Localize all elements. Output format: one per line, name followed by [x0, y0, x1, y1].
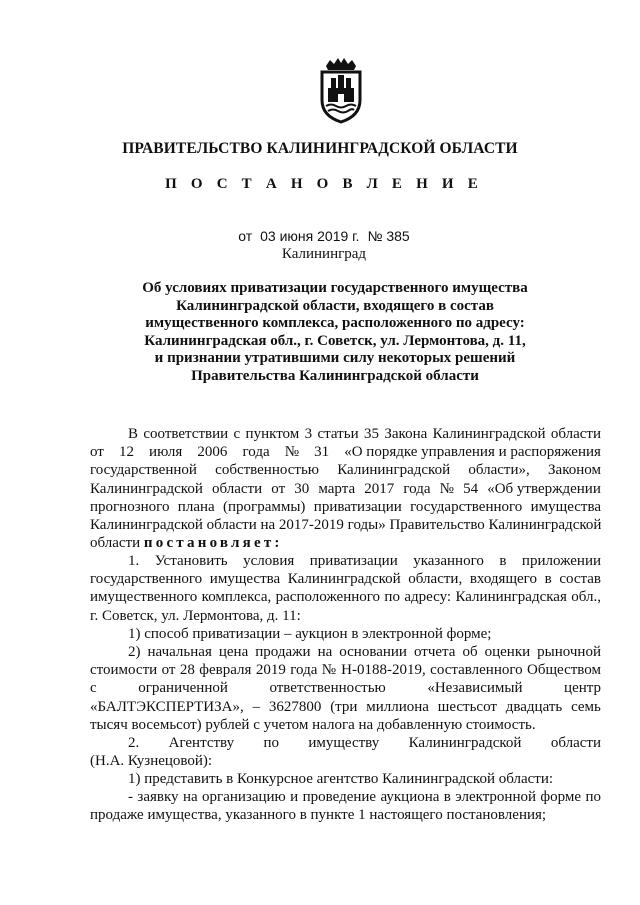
- word: №: [284, 444, 300, 461]
- word: Законом: [548, 462, 601, 479]
- word: условия: [243, 553, 295, 569]
- title-line: Калининградская обл., г. Советск, ул. Лермонтова, д. 11,: [144, 332, 526, 349]
- word: шестьсот: [437, 698, 497, 715]
- text-line: [90, 661, 601, 679]
- word: от: [271, 480, 286, 497]
- date-prefix: от: [238, 228, 253, 244]
- word: имуществу: [308, 735, 380, 751]
- word: миллиона: [366, 698, 429, 715]
- title-line: Калининградской области, входящего в состав: [176, 297, 494, 314]
- text-line: [90, 480, 601, 498]
- word: 12: [118, 444, 134, 461]
- text-fragment: Калининградской области на 2017-2019 годы» Правительство Калининградской: [90, 516, 602, 533]
- text-line: [90, 698, 601, 716]
- paragraph-item-1: [90, 552, 601, 625]
- word: июля: [149, 444, 183, 461]
- word: 31: [314, 444, 330, 461]
- word: 30: [294, 480, 310, 497]
- word: ответственностью: [269, 680, 386, 697]
- paragraph-bullet: [90, 788, 601, 824]
- word: приватизации: [309, 553, 398, 569]
- title-line: Об условиях приватизации государственного имущества: [142, 280, 528, 296]
- text-line: [90, 552, 601, 570]
- word: Калининградской: [337, 462, 451, 479]
- document-type: П О С Т А Н О В Л Е Н И Е: [165, 176, 483, 192]
- text-fragment: прогнозного плана (программы) приватизации государственного имущества: [90, 498, 601, 515]
- word: двадцать: [505, 698, 563, 715]
- text-line: продаже имущества, указанного в пункте 1 настоящего постановления;: [90, 807, 547, 824]
- text-line: [90, 443, 601, 461]
- word: области»,: [468, 462, 530, 479]
- text-fragment: стоимости от 28 февраля 2019 года № Н-0188-2019, составленного Обществом: [90, 662, 601, 679]
- word: 2017: [364, 480, 395, 497]
- word: марта: [318, 480, 356, 497]
- title-line: и признании утратившими силу некоторых решений: [154, 350, 516, 367]
- word: Агентству: [168, 735, 235, 751]
- text-line: [90, 788, 601, 806]
- word: «БАЛТЭКСПЕРТИЗА»,: [90, 698, 244, 715]
- text-fragment: - заявку на организацию и проведение аукциона в электронной форме по: [128, 789, 601, 805]
- word: «Независимый: [427, 680, 523, 697]
- word: от: [90, 444, 104, 461]
- text-line: [90, 516, 601, 534]
- text-line: [90, 534, 601, 552]
- document-city: Калининград: [281, 246, 367, 262]
- word: собственностью: [215, 462, 319, 479]
- text-fragment: государственного имущества Калининградской области, входящего в состав: [90, 571, 601, 588]
- text-line: [90, 498, 601, 516]
- word: (три: [330, 698, 358, 715]
- text-fragment: имущественного комплекса, расположенного по адресу: Калининградская обл.,: [90, 589, 601, 606]
- paragraph-subitem-1: [90, 625, 601, 643]
- text-line: г. Советск, ул. Лермонтова, д. 11:: [90, 607, 301, 624]
- text-line: (Н.А. Кузнецовой):: [90, 753, 213, 770]
- title-line: Правительства Калининградской области: [191, 367, 479, 384]
- word: 3627800: [268, 698, 322, 715]
- paragraph-subitem-2: [90, 643, 601, 734]
- document-number: № 385: [367, 228, 410, 244]
- word: Установить: [154, 553, 228, 569]
- word: года: [242, 444, 270, 461]
- title-line: имущественного комплекса, расположенного по адресу:: [145, 315, 525, 332]
- text-line: [90, 570, 601, 588]
- text-line: 1) представить в Конкурсное агентство Калининградской области:: [128, 771, 554, 787]
- word: «О порядке управления и распоряжения: [344, 444, 601, 461]
- word: №: [439, 480, 454, 497]
- text-fragment: В соответствии с пунктом 3 статьи 35 Закона Калининградской области: [128, 426, 601, 442]
- word: семь: [571, 698, 601, 715]
- word: ограниченной: [138, 680, 228, 697]
- text-line: 1) способ приватизации – аукцион в электронной форме;: [128, 626, 492, 642]
- word: с: [90, 680, 97, 697]
- text-fragment: 2) начальная цена продажи на основании отчета об оценки рыночной: [128, 644, 601, 660]
- word: года: [403, 480, 431, 497]
- word: государственной: [90, 462, 197, 479]
- text-line: [90, 734, 601, 752]
- text-line: [90, 425, 601, 443]
- coat-of-arms-icon: [316, 58, 366, 124]
- word: в: [499, 553, 507, 569]
- text-line: [90, 588, 601, 606]
- word: области: [550, 735, 601, 751]
- text-fragment: области: [90, 535, 141, 552]
- word: указанного: [413, 553, 484, 569]
- paragraph-preamble: [90, 425, 601, 552]
- text-line: [90, 461, 601, 479]
- word: Калининградской: [408, 735, 522, 751]
- text-line: [90, 679, 601, 697]
- word: по: [263, 735, 279, 751]
- resolves-keyword: постановляет:: [143, 535, 283, 552]
- word: приложении: [521, 553, 601, 569]
- paragraph-subitem-3: [90, 770, 601, 788]
- word: Калининградской: [90, 480, 203, 497]
- date-number-line: [0, 228, 640, 244]
- organization-name: ПРАВИТЕЛЬСТВО КАЛИНИНГРАДСКОЙ ОБЛАСТИ: [122, 140, 518, 157]
- word: 54: [463, 480, 479, 497]
- word: центр: [564, 680, 601, 697]
- word: 1.: [128, 553, 140, 569]
- word: области: [211, 480, 263, 497]
- text-line: [90, 643, 601, 661]
- word: 2.: [128, 735, 140, 751]
- document-date: 03 июня 2019 г.: [260, 228, 360, 244]
- word: «Об утверждении: [487, 480, 601, 497]
- word: 2006: [197, 444, 228, 461]
- text-line: тысяч восемьсот) рублей с учетом налога на добавленную стоимость.: [90, 716, 536, 733]
- paragraph-item-2: [90, 734, 601, 770]
- word: –: [252, 698, 261, 715]
- document-title: [120, 280, 550, 386]
